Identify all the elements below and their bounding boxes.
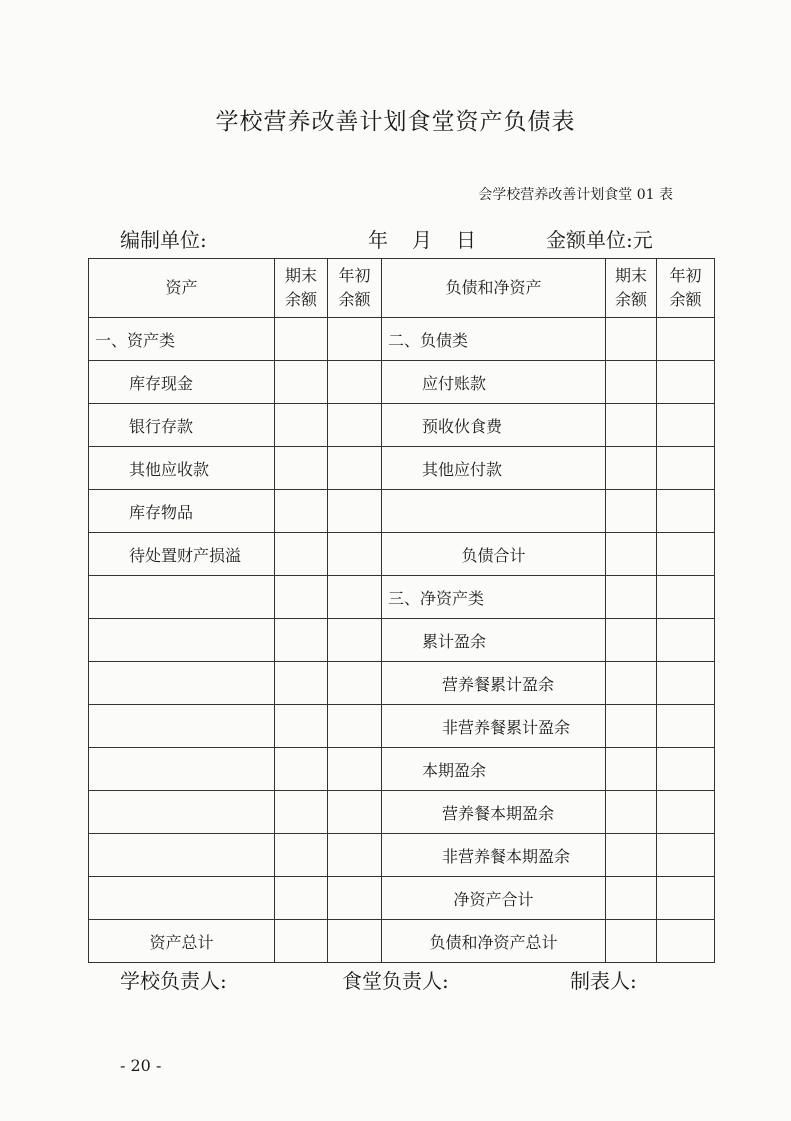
start-balance-cell bbox=[657, 447, 715, 490]
liability-item: 净资产合计 bbox=[382, 877, 606, 920]
col-end-balance-2: 期末 余额 bbox=[606, 259, 657, 318]
start-balance-cell bbox=[328, 533, 382, 576]
table-header-row bbox=[89, 259, 715, 318]
table-row bbox=[89, 877, 715, 920]
liability-item: 三、净资产类 bbox=[382, 576, 606, 619]
end-balance-cell bbox=[606, 447, 657, 490]
currency-label: 金额单位:元 bbox=[546, 228, 653, 252]
asset-item: 一、资产类 bbox=[89, 318, 275, 361]
asset-item: 库存现金 bbox=[89, 361, 275, 404]
day-label: 日 bbox=[456, 228, 476, 252]
liability-item: 负债合计 bbox=[382, 533, 606, 576]
liability-item: 营养餐累计盈余 bbox=[382, 662, 606, 705]
start-balance-cell bbox=[657, 361, 715, 404]
end-balance-cell bbox=[275, 920, 328, 963]
end-balance-cell bbox=[275, 533, 328, 576]
page-title: 学校营养改善计划食堂资产负债表 bbox=[215, 109, 576, 135]
table-row bbox=[89, 490, 715, 533]
start-balance-cell bbox=[328, 834, 382, 877]
year-label: 年 bbox=[368, 228, 388, 252]
end-balance-cell bbox=[275, 576, 328, 619]
end-balance-cell bbox=[275, 490, 328, 533]
asset-item bbox=[89, 834, 275, 877]
school-head-label: 学校负责人: bbox=[120, 969, 227, 993]
end-balance-cell bbox=[606, 877, 657, 920]
end-balance-cell bbox=[606, 576, 657, 619]
end-balance-cell bbox=[275, 791, 328, 834]
table-row bbox=[89, 834, 715, 877]
start-balance-cell bbox=[657, 748, 715, 791]
start-balance-cell bbox=[657, 877, 715, 920]
end-balance-cell bbox=[275, 662, 328, 705]
start-balance-cell bbox=[328, 361, 382, 404]
liability-item: 累计盈余 bbox=[382, 619, 606, 662]
end-balance-cell bbox=[606, 318, 657, 361]
end-balance-cell bbox=[606, 920, 657, 963]
start-balance-cell bbox=[328, 490, 382, 533]
col-end-balance: 期末 余额 bbox=[275, 259, 328, 318]
start-balance-cell bbox=[657, 834, 715, 877]
end-balance-cell bbox=[275, 619, 328, 662]
liability-item: 其他应付款 bbox=[382, 447, 606, 490]
start-balance-cell bbox=[657, 576, 715, 619]
end-balance-cell bbox=[275, 877, 328, 920]
asset-item bbox=[89, 619, 275, 662]
liability-item: 本期盈余 bbox=[382, 748, 606, 791]
start-balance-cell bbox=[657, 705, 715, 748]
asset-item: 资产总计 bbox=[89, 920, 275, 963]
start-balance-cell bbox=[328, 705, 382, 748]
asset-item bbox=[89, 662, 275, 705]
end-balance-cell bbox=[275, 318, 328, 361]
end-balance-cell bbox=[275, 834, 328, 877]
page-number: - 20 - bbox=[120, 1056, 162, 1075]
end-balance-cell bbox=[606, 490, 657, 533]
table-row bbox=[89, 361, 715, 404]
table-row bbox=[89, 748, 715, 791]
asset-item bbox=[89, 705, 275, 748]
liability-item: 二、负债类 bbox=[382, 318, 606, 361]
end-balance-cell bbox=[606, 533, 657, 576]
asset-item bbox=[89, 748, 275, 791]
table-row bbox=[89, 705, 715, 748]
end-balance-cell bbox=[606, 834, 657, 877]
unit-label: 编制单位: bbox=[120, 228, 207, 252]
end-balance-cell bbox=[606, 662, 657, 705]
end-balance-cell bbox=[275, 404, 328, 447]
table-row bbox=[89, 619, 715, 662]
table-row bbox=[89, 318, 715, 361]
end-balance-cell bbox=[275, 361, 328, 404]
liability-item bbox=[382, 490, 606, 533]
start-balance-cell bbox=[328, 662, 382, 705]
end-balance-cell bbox=[606, 791, 657, 834]
end-balance-cell bbox=[606, 404, 657, 447]
asset-item bbox=[89, 791, 275, 834]
col-start-balance: 年初 余额 bbox=[328, 259, 382, 318]
canteen-head-label: 食堂负责人: bbox=[342, 969, 449, 993]
start-balance-cell bbox=[657, 533, 715, 576]
asset-item: 待处置财产损溢 bbox=[89, 533, 275, 576]
table-row bbox=[89, 404, 715, 447]
asset-item: 银行存款 bbox=[89, 404, 275, 447]
liability-item: 负债和净资产总计 bbox=[382, 920, 606, 963]
table-row bbox=[89, 576, 715, 619]
start-balance-cell bbox=[328, 748, 382, 791]
liability-item: 应付账款 bbox=[382, 361, 606, 404]
start-balance-cell bbox=[328, 576, 382, 619]
asset-item: 其他应收款 bbox=[89, 447, 275, 490]
start-balance-cell bbox=[657, 662, 715, 705]
asset-item bbox=[89, 877, 275, 920]
liability-item: 营养餐本期盈余 bbox=[382, 791, 606, 834]
asset-item: 库存物品 bbox=[89, 490, 275, 533]
start-balance-cell bbox=[328, 447, 382, 490]
balance-sheet-table bbox=[88, 258, 715, 963]
start-balance-cell bbox=[328, 877, 382, 920]
end-balance-cell bbox=[275, 447, 328, 490]
form-code: 会学校营养改善计划食堂 01 表 bbox=[478, 187, 673, 203]
end-balance-cell bbox=[606, 619, 657, 662]
month-label: 月 bbox=[412, 228, 432, 252]
end-balance-cell bbox=[275, 748, 328, 791]
start-balance-cell bbox=[657, 490, 715, 533]
end-balance-cell bbox=[606, 748, 657, 791]
end-balance-cell bbox=[606, 361, 657, 404]
table-row bbox=[89, 791, 715, 834]
start-balance-cell bbox=[657, 318, 715, 361]
start-balance-cell bbox=[657, 619, 715, 662]
start-balance-cell bbox=[657, 920, 715, 963]
table-row bbox=[89, 447, 715, 490]
end-balance-cell bbox=[275, 705, 328, 748]
table-row bbox=[89, 662, 715, 705]
liability-item: 非营养餐本期盈余 bbox=[382, 834, 606, 877]
start-balance-cell bbox=[328, 619, 382, 662]
col-liability: 负债和净资产 bbox=[382, 259, 606, 318]
preparer-label: 制表人: bbox=[570, 969, 637, 993]
liability-item: 非营养餐累计盈余 bbox=[382, 705, 606, 748]
col-start-balance-2: 年初 余额 bbox=[657, 259, 715, 318]
start-balance-cell bbox=[657, 791, 715, 834]
start-balance-cell bbox=[657, 404, 715, 447]
table-row bbox=[89, 920, 715, 963]
start-balance-cell bbox=[328, 920, 382, 963]
table-row bbox=[89, 533, 715, 576]
start-balance-cell bbox=[328, 404, 382, 447]
end-balance-cell bbox=[606, 705, 657, 748]
col-asset: 资产 bbox=[89, 259, 275, 318]
liability-item: 预收伙食费 bbox=[382, 404, 606, 447]
asset-item bbox=[89, 576, 275, 619]
start-balance-cell bbox=[328, 318, 382, 361]
start-balance-cell bbox=[328, 791, 382, 834]
